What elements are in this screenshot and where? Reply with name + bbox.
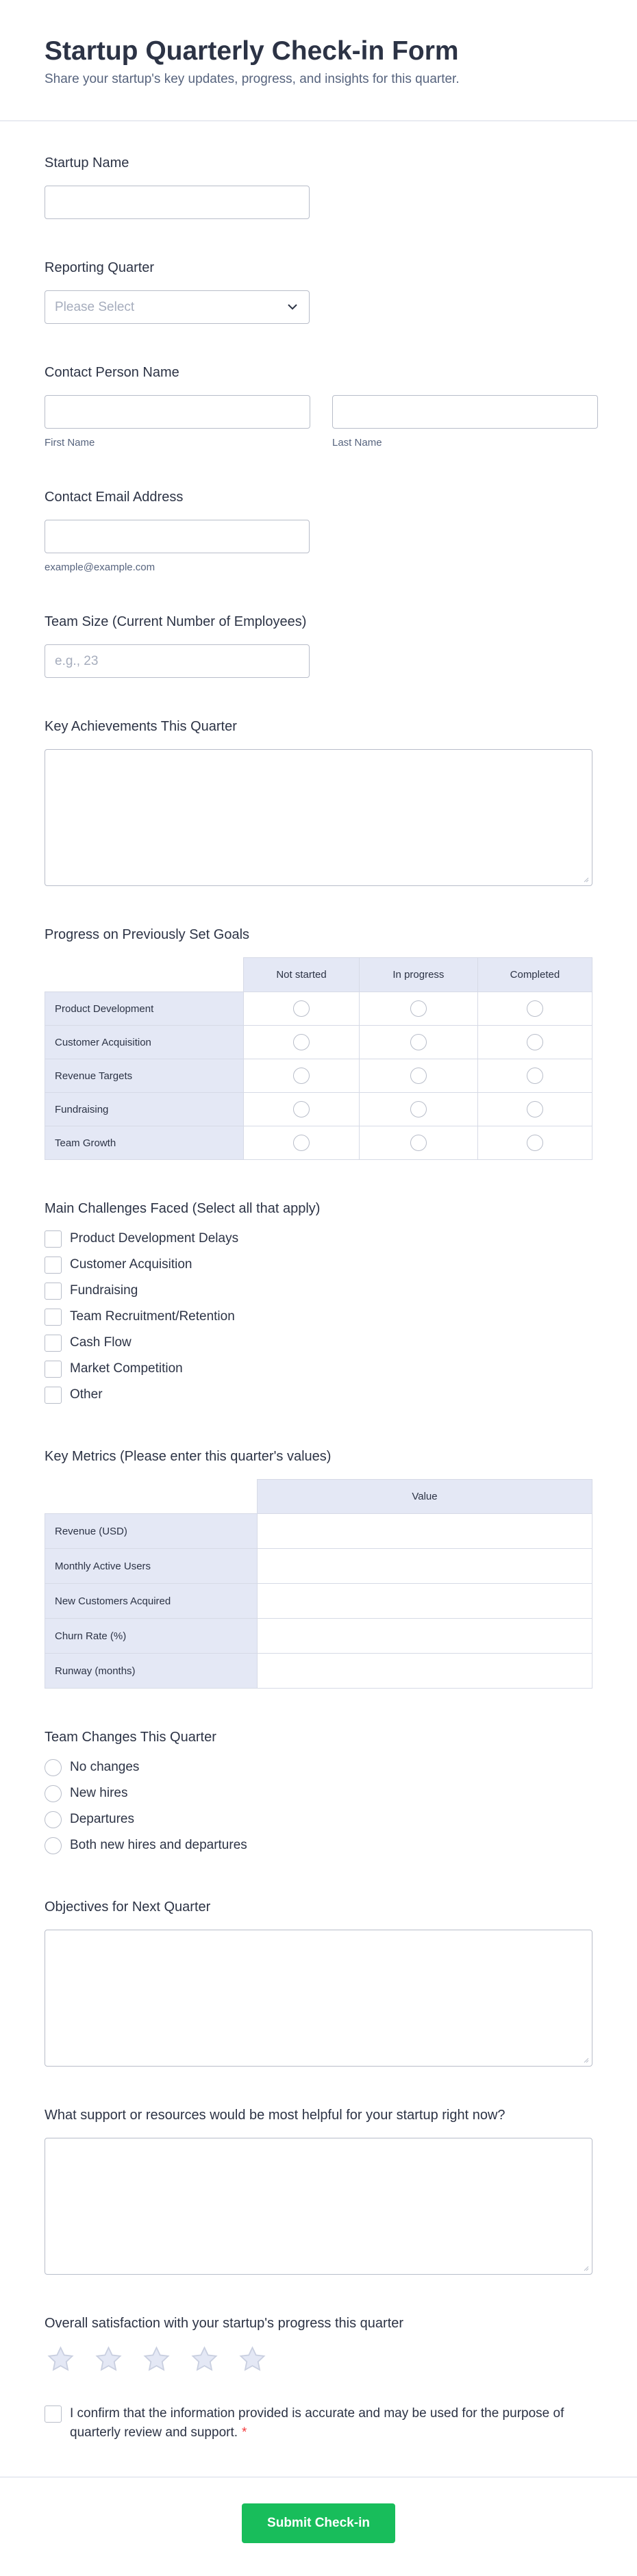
matrix-radio[interactable] bbox=[410, 1034, 427, 1050]
contact-email-label: Contact Email Address bbox=[45, 490, 184, 505]
metrics-value-input[interactable] bbox=[258, 1654, 592, 1689]
resize-handle-icon[interactable] bbox=[582, 2056, 589, 2063]
team-change-option[interactable] bbox=[45, 1832, 592, 1858]
consent-checkbox[interactable] bbox=[45, 2405, 62, 2423]
matrix-radio[interactable] bbox=[410, 1101, 427, 1117]
matrix-col-header: In progress bbox=[360, 958, 478, 992]
radio-button[interactable] bbox=[45, 1837, 62, 1854]
matrix-corner bbox=[45, 958, 244, 992]
contact-email-input[interactable] bbox=[45, 520, 310, 553]
matrix-row-label: Fundraising bbox=[45, 1093, 244, 1126]
matrix-radio[interactable] bbox=[293, 1034, 310, 1050]
achievements-label: Key Achievements This Quarter bbox=[45, 719, 237, 734]
startup-name-label: Startup Name bbox=[45, 155, 129, 171]
challenges-question bbox=[45, 1200, 592, 1408]
matrix-radio[interactable] bbox=[293, 1000, 310, 1017]
team-change-option-label: Both new hires and departures bbox=[70, 1838, 247, 1852]
matrix-radio[interactable] bbox=[410, 1000, 427, 1017]
form-subtitle: Share your startup's key updates, progress, and insights for this quarter. bbox=[45, 72, 460, 86]
form-footer bbox=[0, 2477, 637, 2576]
reporting-quarter-question bbox=[45, 259, 592, 324]
matrix-row bbox=[45, 992, 592, 1026]
team-changes-question bbox=[45, 1728, 592, 1858]
metrics-row bbox=[45, 1514, 592, 1549]
team-size-question bbox=[45, 613, 592, 678]
matrix-row bbox=[45, 1059, 592, 1093]
challenge-option[interactable] bbox=[45, 1304, 592, 1330]
metrics-value-input[interactable] bbox=[258, 1619, 592, 1654]
consent-option[interactable] bbox=[45, 2404, 592, 2442]
metrics-row-label: Runway (months) bbox=[45, 1654, 258, 1689]
star-icon[interactable] bbox=[190, 2345, 219, 2374]
checkbox[interactable] bbox=[45, 1335, 62, 1352]
challenge-option-label: Other bbox=[70, 1387, 103, 1402]
challenge-option-label: Customer Acquisition bbox=[70, 1257, 192, 1272]
team-size-placeholder: e.g., 23 bbox=[55, 653, 99, 668]
contact-name-question bbox=[45, 364, 592, 449]
star-rating bbox=[45, 2345, 592, 2374]
matrix-col-header: Completed bbox=[477, 958, 592, 992]
metrics-row-label: Churn Rate (%) bbox=[45, 1619, 258, 1654]
submit-button[interactable]: Submit Check-in bbox=[242, 2503, 395, 2543]
last-name-input[interactable] bbox=[332, 395, 598, 429]
reporting-quarter-select[interactable] bbox=[45, 290, 310, 324]
matrix-row-label: Revenue Targets bbox=[45, 1059, 244, 1093]
matrix-row bbox=[45, 1126, 592, 1160]
metrics-value-input[interactable] bbox=[258, 1584, 592, 1619]
team-change-option-label: Departures bbox=[70, 1812, 134, 1826]
checkbox[interactable] bbox=[45, 1230, 62, 1248]
chevron-down-icon bbox=[286, 301, 299, 314]
matrix-radio[interactable] bbox=[410, 1068, 427, 1084]
matrix-radio[interactable] bbox=[293, 1101, 310, 1117]
form-title: Startup Quarterly Check-in Form bbox=[45, 36, 459, 66]
matrix-row-label: Product Development bbox=[45, 992, 244, 1026]
metrics-value-input[interactable] bbox=[258, 1514, 592, 1549]
objectives-label: Objectives for Next Quarter bbox=[45, 1899, 211, 1915]
challenge-option-label: Fundraising bbox=[70, 1283, 138, 1298]
support-question bbox=[45, 2106, 592, 2275]
team-change-option[interactable] bbox=[45, 1780, 592, 1806]
challenge-option-label: Team Recruitment/Retention bbox=[70, 1309, 235, 1324]
checkbox[interactable] bbox=[45, 1361, 62, 1378]
star-icon[interactable] bbox=[238, 2345, 267, 2374]
team-change-option[interactable] bbox=[45, 1754, 592, 1780]
challenge-option-label: Market Competition bbox=[70, 1361, 183, 1376]
required-mark: * bbox=[242, 2425, 247, 2440]
checkbox[interactable] bbox=[45, 1283, 62, 1300]
challenge-option-label: Product Development Delays bbox=[70, 1231, 239, 1246]
contact-email-question bbox=[45, 488, 592, 573]
metrics-row-label: Monthly Active Users bbox=[45, 1549, 258, 1584]
consent-question bbox=[45, 2404, 592, 2442]
matrix-col-header: Not started bbox=[244, 958, 360, 992]
metrics-row bbox=[45, 1584, 592, 1619]
support-textarea[interactable] bbox=[45, 2138, 592, 2275]
achievements-textarea[interactable] bbox=[45, 749, 592, 886]
first-name-sublabel: First Name bbox=[45, 437, 95, 449]
last-name-sublabel: Last Name bbox=[332, 437, 382, 449]
startup-name-input[interactable] bbox=[45, 186, 310, 219]
reporting-quarter-value: Please Select bbox=[55, 299, 135, 314]
resize-handle-icon[interactable] bbox=[582, 876, 589, 883]
matrix-row bbox=[45, 1093, 592, 1126]
first-name-input[interactable] bbox=[45, 395, 310, 429]
team-change-option-label: New hires bbox=[70, 1786, 128, 1800]
challenge-option[interactable] bbox=[45, 1226, 592, 1252]
contact-email-sublabel: example@example.com bbox=[45, 561, 155, 573]
form-body bbox=[0, 121, 637, 2477]
metrics-row bbox=[45, 1619, 592, 1654]
achievements-question bbox=[45, 718, 592, 886]
metrics-value-input[interactable] bbox=[258, 1549, 592, 1584]
checkbox[interactable] bbox=[45, 1257, 62, 1274]
contact-name-label: Contact Person Name bbox=[45, 365, 179, 380]
form-header bbox=[0, 0, 637, 121]
goals-matrix-question bbox=[45, 926, 592, 1160]
resize-handle-icon[interactable] bbox=[582, 2264, 589, 2271]
challenge-option-label: Cash Flow bbox=[70, 1335, 132, 1350]
matrix-radio[interactable] bbox=[527, 1101, 543, 1117]
challenge-option[interactable] bbox=[45, 1382, 592, 1408]
star-icon[interactable] bbox=[94, 2345, 123, 2374]
satisfaction-label: Overall satisfaction with your startup's progress this quarter bbox=[45, 2316, 404, 2331]
metrics-question bbox=[45, 1448, 592, 1689]
matrix-radio[interactable] bbox=[527, 1135, 543, 1151]
matrix-radio[interactable] bbox=[410, 1135, 427, 1151]
matrix-radio[interactable] bbox=[293, 1068, 310, 1084]
matrix-row bbox=[45, 1026, 592, 1059]
matrix-radio[interactable] bbox=[527, 1034, 543, 1050]
startup-name-question bbox=[45, 154, 592, 219]
radio-button[interactable] bbox=[45, 1785, 62, 1802]
reporting-quarter-label: Reporting Quarter bbox=[45, 260, 155, 275]
matrix-row-label: Team Growth bbox=[45, 1126, 244, 1160]
radio-button[interactable] bbox=[45, 1811, 62, 1828]
metrics-row bbox=[45, 1549, 592, 1584]
challenge-option[interactable] bbox=[45, 1330, 592, 1356]
metrics-row-label: Revenue (USD) bbox=[45, 1514, 258, 1549]
matrix-row-label: Customer Acquisition bbox=[45, 1026, 244, 1059]
objectives-textarea[interactable] bbox=[45, 1930, 592, 2067]
challenge-option[interactable] bbox=[45, 1252, 592, 1278]
support-label: What support or resources would be most helpful for your startup right now? bbox=[45, 2108, 505, 2123]
checkbox[interactable] bbox=[45, 1309, 62, 1326]
matrix-radio[interactable] bbox=[527, 1000, 543, 1017]
team-change-option-label: No changes bbox=[70, 1760, 140, 1774]
star-icon[interactable] bbox=[46, 2345, 75, 2374]
checkbox[interactable] bbox=[45, 1387, 62, 1404]
radio-button[interactable] bbox=[45, 1759, 62, 1776]
metrics-row-label: New Customers Acquired bbox=[45, 1584, 258, 1619]
matrix-radio[interactable] bbox=[527, 1068, 543, 1084]
metrics-corner bbox=[45, 1480, 258, 1514]
metrics-table bbox=[45, 1479, 592, 1689]
metrics-row bbox=[45, 1654, 592, 1689]
matrix-radio[interactable] bbox=[293, 1135, 310, 1151]
objectives-question bbox=[45, 1898, 592, 2067]
team-size-input[interactable] bbox=[45, 644, 310, 678]
satisfaction-question bbox=[45, 2314, 592, 2374]
metrics-label: Key Metrics (Please enter this quarter's values) bbox=[45, 1449, 332, 1464]
goals-matrix-label: Progress on Previously Set Goals bbox=[45, 927, 250, 942]
team-changes-label: Team Changes This Quarter bbox=[45, 1730, 216, 1745]
metrics-col-header: Value bbox=[258, 1480, 592, 1514]
goals-matrix-table bbox=[45, 957, 592, 1160]
challenge-option[interactable] bbox=[45, 1278, 592, 1304]
challenge-option[interactable] bbox=[45, 1356, 592, 1382]
team-size-label: Team Size (Current Number of Employees) bbox=[45, 614, 307, 629]
consent-text: I confirm that the information provided is accurate and may be used for the purpose of quarterly review and support. bbox=[70, 2406, 564, 2440]
team-change-option[interactable] bbox=[45, 1806, 592, 1832]
star-icon[interactable] bbox=[142, 2345, 171, 2374]
challenges-label: Main Challenges Faced (Select all that apply) bbox=[45, 1201, 321, 1216]
